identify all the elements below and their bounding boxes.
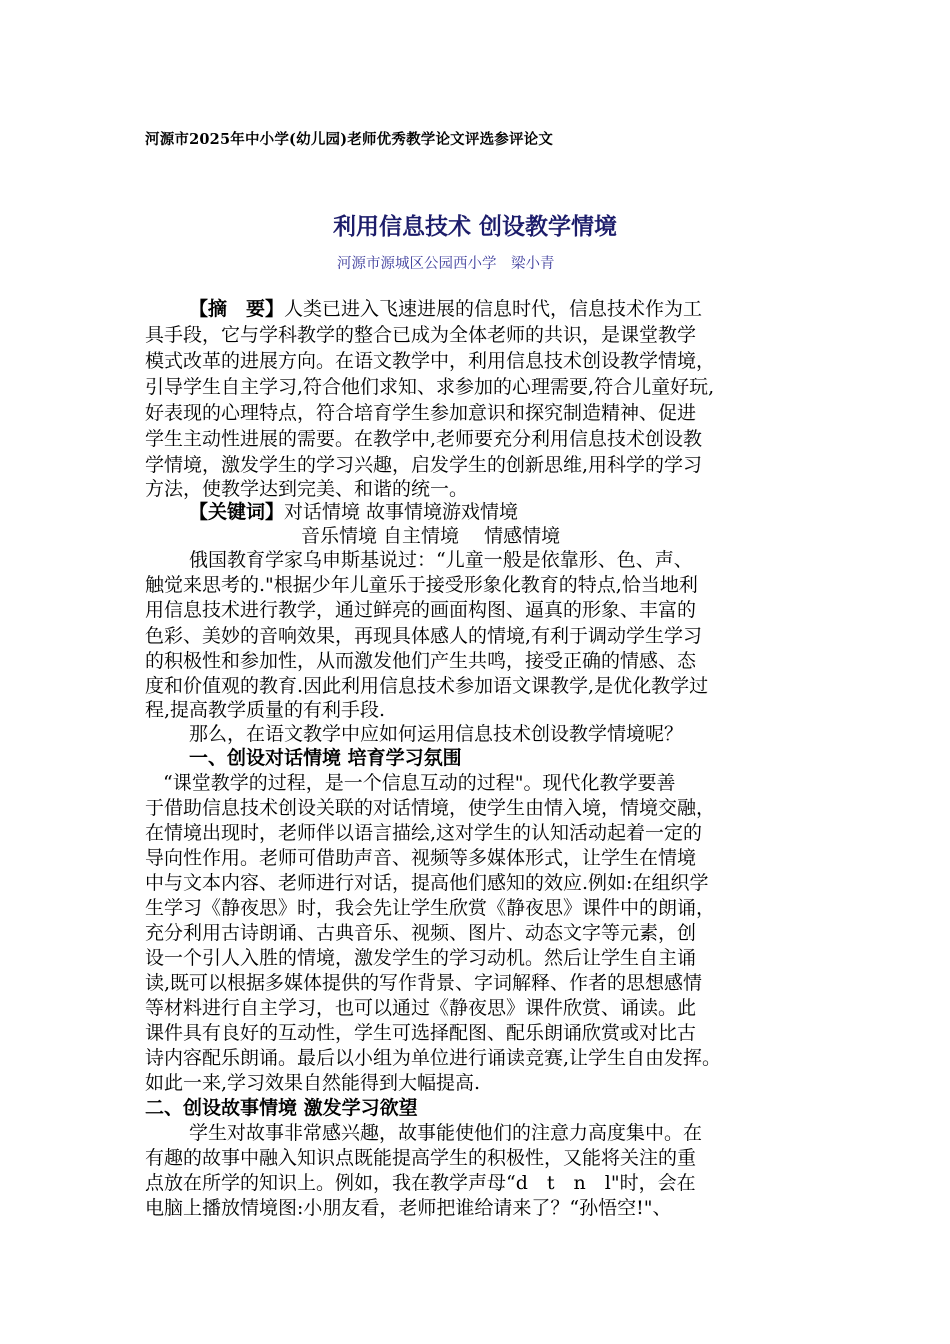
keywords-line: 音乐情境 自主情境 情感情境 bbox=[301, 525, 561, 547]
keywords-label: 【关键词】 bbox=[189, 501, 285, 523]
paragraph-line: 诗内容配乐朗诵。最后以小组为单位进行诵读竞赛,让学生自由发挥。 bbox=[145, 1047, 722, 1069]
paragraph-line: 电脑上播放情境图:小朋友看，老师把谁给请来了？“孙悟空!"、 bbox=[145, 1197, 672, 1219]
abstract-line: 引导学生自主学习,符合他们求知、求参加的心理需要,符合儿童好玩, bbox=[145, 376, 715, 398]
paragraph-line: 于借助信息技术创设关联的对话情境，使学生由情入境，情境交融， bbox=[145, 797, 716, 819]
document-header: 河源市2025年中小学(幼儿园)老师优秀教学论文评选参评论文 bbox=[145, 131, 554, 148]
paragraph-line: 学生对故事非常感兴趣，故事能使他们的注意力高度集中。在 bbox=[189, 1122, 703, 1144]
paragraph-line: 充分利用古诗朗诵、古典音乐、视频、图片、动态文字等元素，创 bbox=[145, 922, 697, 944]
paragraph-line: 导向性作用。老师可借助声音、视频等多媒体形式，让学生在情境 bbox=[145, 847, 697, 869]
abstract-line bbox=[189, 297, 702, 321]
abstract-label: 【摘 要】 bbox=[189, 298, 285, 320]
paragraph-line: “课堂教学的过程，是一个信息互动的过程"。现代化教学要善 bbox=[163, 772, 676, 794]
keywords-line bbox=[189, 500, 518, 524]
abstract-text: 人类已进入飞速进展的信息时代，信息技术作为工 bbox=[284, 298, 703, 320]
abstract-line: 好表现的心理特点，符合培育学生参加意识和探究制造精神、促进 bbox=[145, 402, 697, 424]
abstract-line: 学情境，激发学生的学习兴趣，启发学生的创新思维,用科学的学习 bbox=[145, 454, 703, 476]
paragraph-line: 中与文本内容、老师进行对话，提高他们感知的效应.例如:在组织学 bbox=[145, 872, 709, 894]
paragraph-line: 点放在所学的知识上。例如，我在教学声母“d t n l"时，会在 bbox=[145, 1172, 696, 1194]
abstract-line: 具手段，它与学科教学的整合已成为全体老师的共识，是课堂教学 bbox=[145, 324, 697, 346]
paragraph-line: 等材料进行自主学习，也可以通过《静夜思》课件欣赏、诵读。此 bbox=[145, 997, 697, 1019]
abstract-line: 模式改革的进展方向。在语文教学中，利用信息技术创设教学情境， bbox=[145, 350, 716, 372]
paragraph-line: 度和价值观的教育.因此利用信息技术参加语文课教学,是优化教学过 bbox=[145, 675, 709, 697]
article-title: 利用信息技术 创设教学情境 bbox=[332, 214, 617, 240]
abstract-line: 方法，使教学达到完美、和谐的统一。 bbox=[145, 478, 469, 500]
paragraph-line: 俄国教育学家乌申斯基说过：“儿童一般是依靠形、色、声、 bbox=[189, 549, 693, 571]
paragraph-line: 程,提高教学质量的有利手段. bbox=[145, 699, 386, 721]
paragraph-line: 如此一来,学习效果自然能得到大幅提高. bbox=[145, 1072, 481, 1094]
abstract-line: 学生主动性进展的需要。在教学中,老师要充分利用信息技术创设教 bbox=[145, 428, 703, 450]
author-byline: 河源市源城区公园西小学 梁小青 bbox=[337, 256, 555, 272]
paragraph-line: 触觉来思考的."根据少年儿童乐于接受形象化教育的特点,恰当地利 bbox=[145, 574, 698, 596]
paragraph-line: 设一个引人入胜的情境，激发学生的学习动机。然后让学生自主诵 bbox=[145, 947, 697, 969]
paragraph-line: 的积极性和参加性，从而激发他们产生共鸣，接受正确的情感、态 bbox=[145, 650, 697, 672]
paragraph-line: 用信息技术进行教学，通过鲜亮的画面构图、逼真的形象、丰富的 bbox=[145, 599, 697, 621]
keywords-text: 对话情境 故事情境游戏情境 bbox=[284, 501, 519, 523]
paragraph-line: 课件具有良好的互动性，学生可选择配图、配乐朗诵欣赏或对比古 bbox=[145, 1022, 697, 1044]
paragraph-line: 那么，在语文教学中应如何运用信息技术创设教学情境呢？ bbox=[189, 723, 684, 745]
paragraph-line: 读,既可以根据多媒体提供的写作背景、字词解释、作者的思想感情 bbox=[145, 972, 703, 994]
section-heading: 二、创设故事情境 激发学习欲望 bbox=[145, 1097, 418, 1119]
paragraph-line: 生学习《静夜思》时，我会先让学生欣赏《静夜思》课件中的朗诵， bbox=[145, 897, 716, 919]
paragraph-line: 有趣的故事中融入知识点既能提高学生的积极性，又能将关注的重 bbox=[145, 1147, 697, 1169]
paragraph-line: 在情境出现时，老师伴以语言描绘,这对学生的认知活动起着一定的 bbox=[145, 822, 703, 844]
section-heading: 一、创设对话情境 培育学习氛围 bbox=[189, 747, 462, 769]
paragraph-line: 色彩、美妙的音响效果，再现具体感人的情境,有利于调动学生学习 bbox=[145, 625, 703, 647]
